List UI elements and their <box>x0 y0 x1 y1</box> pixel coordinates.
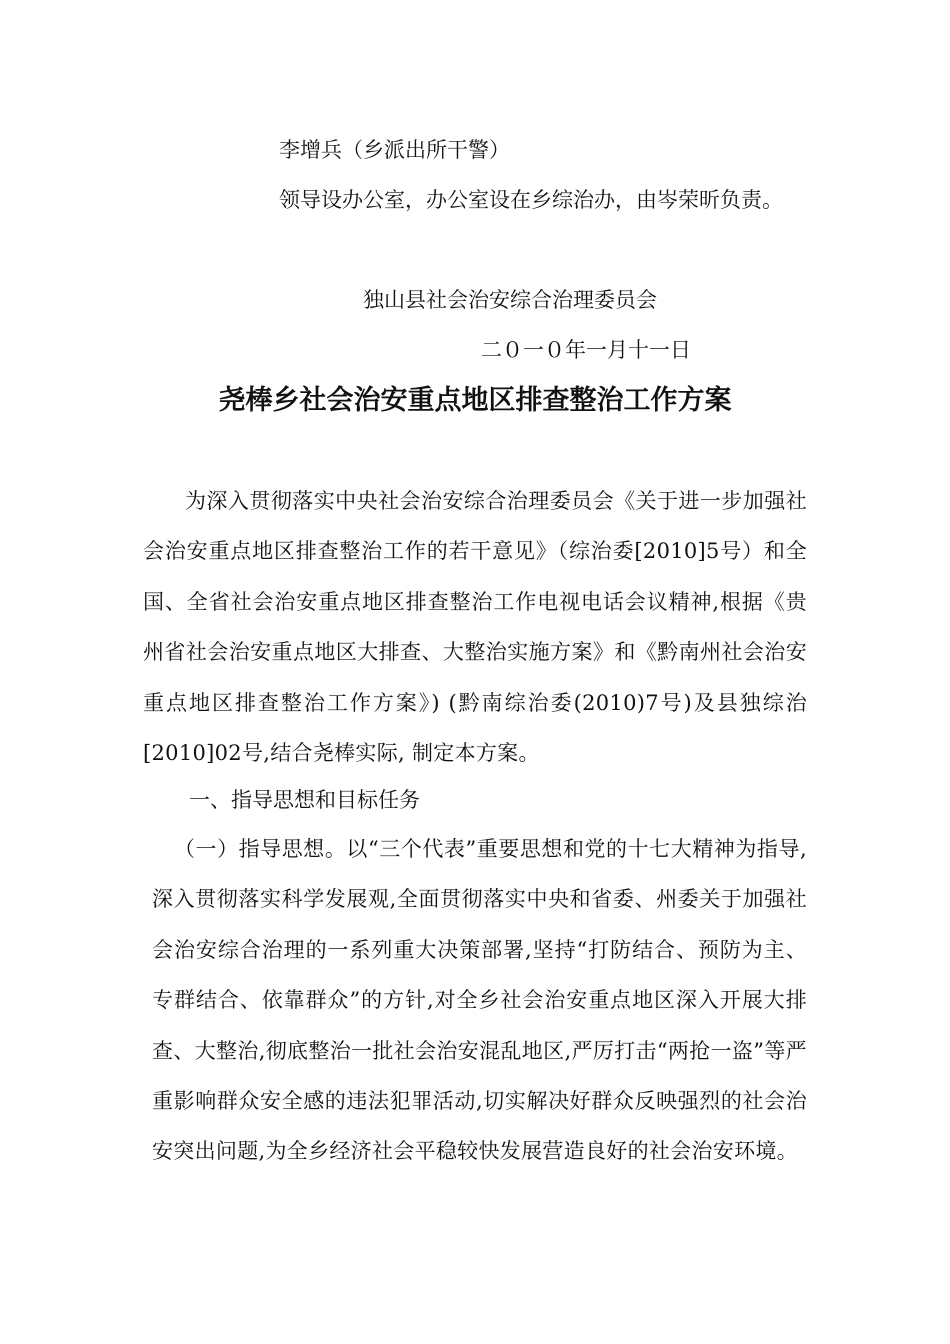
section-heading-1: 一、指导思想和目标任务 <box>189 788 420 812</box>
document-title: 尧棒乡社会治安重点地区排查整治工作方案 <box>218 385 732 416</box>
organization-name: 独山县社会治安综合治理委员会 <box>363 288 657 312</box>
office-line: 领导设办公室，办公室设在乡综治办，由岑荣昕负责。 <box>279 188 783 212</box>
member-line: 李增兵（乡派出所干警） <box>279 138 510 162</box>
guiding-ideology-paragraph: （一）指导思想。以“三个代表”重要思想和党的十七大精神为指导,深入贯彻落实科学发展观,全面贯彻落实中央和省委、州委关于加强社会治安综合治理的一系列重大决策部署,坚持“打防结合、预防为主、专群结合、依靠群众”的方针,对全乡社会治安重点地区深入开展大排查、大整治,彻底整治一批社会治安混乱地区,严厉打击“两抢一盗”等严重影响群众安全感的违法犯罪活动,切实解决好群众反映强烈的社会治安突出问题,为全乡经济社会平稳较快发展营造良好的社会治安环境。 <box>152 837 807 1164</box>
intro-paragraph: 为深入贯彻落实中央社会治安综合治理委员会《关于进一步加强社会治安重点地区排查整治工作的若干意见》（综治委[2010]5号）和全国、全省社会治安重点地区排查整治工作电视电话会议精神,根据《贵州省社会治安重点地区大排查、大整治实施方案》和《黔南州社会治安重点地区排查整治工作方案》) (黔南综治委(2010)7号)及县独综治[2010]02号,结合尧棒实际, 制定本方案。 <box>143 489 807 766</box>
document-date: 二０一０年一月十一日 <box>481 338 691 362</box>
